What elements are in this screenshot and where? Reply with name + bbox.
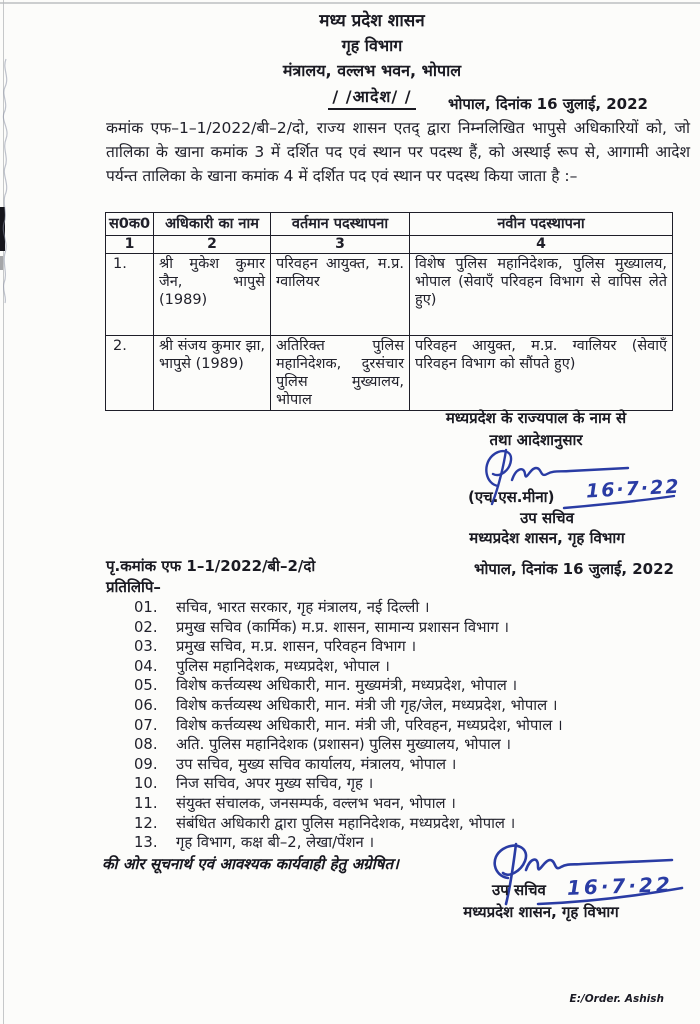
row1-officer-name: श्री मुकेश कुमार जैन, भापुसे (1989) [154,254,271,336]
column-number-4: 4 [410,236,673,254]
list-item [134,676,690,696]
row2-officer-name: श्री संजय कुमार झा, भापुसे (1989) [154,336,271,411]
table-row [106,336,673,411]
header-current-posting: वर्तमान पदस्थापना [271,213,410,236]
list-item-text: अति. पुलिस महानिदेशक (प्रशासन) पुलिस मुख्यालय, भोपाल । [176,736,512,754]
place-date-endorsement: भोपाल, दिनांक 16 जुलाई, 2022 [473,560,674,578]
list-item-number: 13. [134,834,158,852]
list-item-number: 09. [134,755,158,773]
list-item-text: प्रमुख सचिव, म.प्र. शासन, परिवहन विभाग । [176,638,417,656]
letterhead-government: मध्य प्रदेश शासन [319,11,425,31]
list-item [134,814,690,834]
list-item-text: सचिव, भारत सरकार, गृह मंत्रालय, नई दिल्ली । [176,599,430,616]
list-item [134,735,690,755]
list-item-number: 07. [134,716,158,734]
list-item-text: प्रमुख सचिव (कार्मिक) म.प्र. शासन, सामान्य प्रशासन विभाग । [176,618,509,636]
row2-new-posting: परिवहन आयुक्त, म.प्र. ग्वालियर (सेवाएँ परिवहन विभाग को सौंपते हुए) [410,336,673,411]
list-item-number: 04. [134,657,158,675]
letterhead-address: मंत्रालय, वल्लभ भवन, भोपाल [282,61,462,80]
list-item [134,794,690,814]
list-item [134,774,690,794]
scan-edge-top [0,2,700,4]
row2-current-posting: अतिरिक्त पुलिस महानिदेशक, दुरसंचार पुलिस मुख्यालय, भोपाल [271,336,410,411]
margin-handwriting-scribble [0,55,14,305]
row1-sno: 1. [106,254,154,336]
signatory-designation-2: उप सचिव [492,881,546,899]
transfer-table [105,212,673,411]
table-row [106,254,673,336]
header-officer-name: अधिकारी का नाम [154,213,271,236]
handwritten-date-1: 16·7·22 [585,475,682,503]
list-item-text: निज सचिव, अपर मुख्य सचिव, गृह । [176,775,374,793]
signatory-name: (एच.एस.मीना) [468,488,555,506]
file-path-note: E:/Order. Ashish [569,993,664,1005]
place-date-top: भोपाल, दिनांक 16 जुलाई, 2022 [447,95,648,113]
list-item-text: पुलिस महानिदेशक, मध्यप्रदेश, भोपाल । [176,657,390,675]
table-column-number-row [106,236,673,254]
list-item [134,637,690,657]
by-order-line2: तथा आदेशानुसार [489,431,583,449]
list-item-number: 10. [134,775,158,793]
list-item [134,618,690,638]
list-item-number: 01. [134,599,158,616]
list-item [134,598,690,618]
column-number-1: 1 [106,236,154,254]
list-item [134,696,690,716]
forwarding-note: की ओर सूचनार्थ एवं आवश्यक कार्यवाही हेतु अग्रेषित। [102,855,399,873]
list-item-text: विशेष कर्त्तव्यस्थ अधिकारी, मान. मंत्री जी गृह/जेल, मध्यप्रदेश, भोपाल । [176,696,558,714]
handwritten-date-2: 16·7·22 [566,872,674,900]
list-item [134,755,690,775]
header-new-posting: नवीन पदस्थापना [410,213,673,236]
by-order-line1: मध्यप्रदेश के राज्यपाल के नाम से [445,409,627,427]
table-header-row [106,213,673,236]
list-item-number: 03. [134,638,158,656]
list-item-text: संबंधित अधिकारी द्वारा पुलिस महानिदेशक, मध्यप्रदेश, भोपाल । [176,814,516,832]
column-number-2: 2 [154,236,271,254]
row1-current-posting: परिवहन आयुक्त, म.प्र. ग्वालियर [271,254,410,336]
column-number-3: 3 [271,236,410,254]
list-item-text: गृह विभाग, कक्ष बी–2, लेखा/पेंशन । [176,834,375,852]
list-item-text: विशेष कर्त्तव्यस्थ अधिकारी, मान. मुख्यमंत्री, मध्यप्रदेश, भोपाल । [176,677,518,695]
signatory-department-2: मध्यप्रदेश शासन, गृह विभाग [463,903,619,921]
list-item-text: संयुक्त संचालक, जनसम्पर्क, वल्लभ भवन, भोपाल । [176,794,456,812]
list-item-text: उप सचिव, मुख्य सचिव कार्यालय, मंत्रालय, भोपाल । [176,755,457,773]
endorsement-ref-no: पृ.कमांक एफ 1–1/2022/बी–2/दो [106,557,316,575]
copy-to-list [134,598,690,853]
row1-new-posting: विशेष पुलिस महानिदेशक, पुलिस मुख्यालय, भोपाल (सेवाएँ परिवहन विभाग से वापिस लेते हुए) [410,254,673,336]
signatory-designation-1: उप सचिव [520,509,574,527]
letterhead-department: गृह विभाग [341,36,403,55]
signatory-department-1: मध्यप्रदेश शासन, गृह विभाग [469,529,625,547]
row2-sno: 2. [106,336,154,411]
list-item-number: 11. [134,794,158,812]
list-item-number: 05. [134,677,158,695]
list-item-text: विशेष कर्त्तव्यस्थ अधिकारी, मान. मंत्री जी, परिवहन, मध्यप्रदेश, भोपाल । [176,716,563,734]
list-item [134,716,690,736]
list-item-number: 12. [134,814,158,832]
order-title: / /आदेश/ / [328,85,415,110]
list-item [134,657,690,677]
copy-to-label: प्रतिलिपि– [106,578,161,596]
list-item-number: 06. [134,696,158,714]
order-body-paragraph: कमांक एफ–1–1/2022/बी–2/दो, राज्य शासन एतद् द्वारा निम्नलिखित भापुसे अधिकारियों को, जो तालिका के खाना कमांक 3 में दर्शित पद एवं स्थान पर पदस्थ हैं, को अस्थाई रूप से, आगामी आदेश पर्यन्त तालिका के खाना कमांक 4 में दर्शित पद एवं स्थान पर पदस्थ किया जाता है :– [106,119,690,185]
list-item-number: 02. [134,618,158,636]
header-sno: स0क0 [106,213,154,236]
list-item-number: 08. [134,736,158,754]
